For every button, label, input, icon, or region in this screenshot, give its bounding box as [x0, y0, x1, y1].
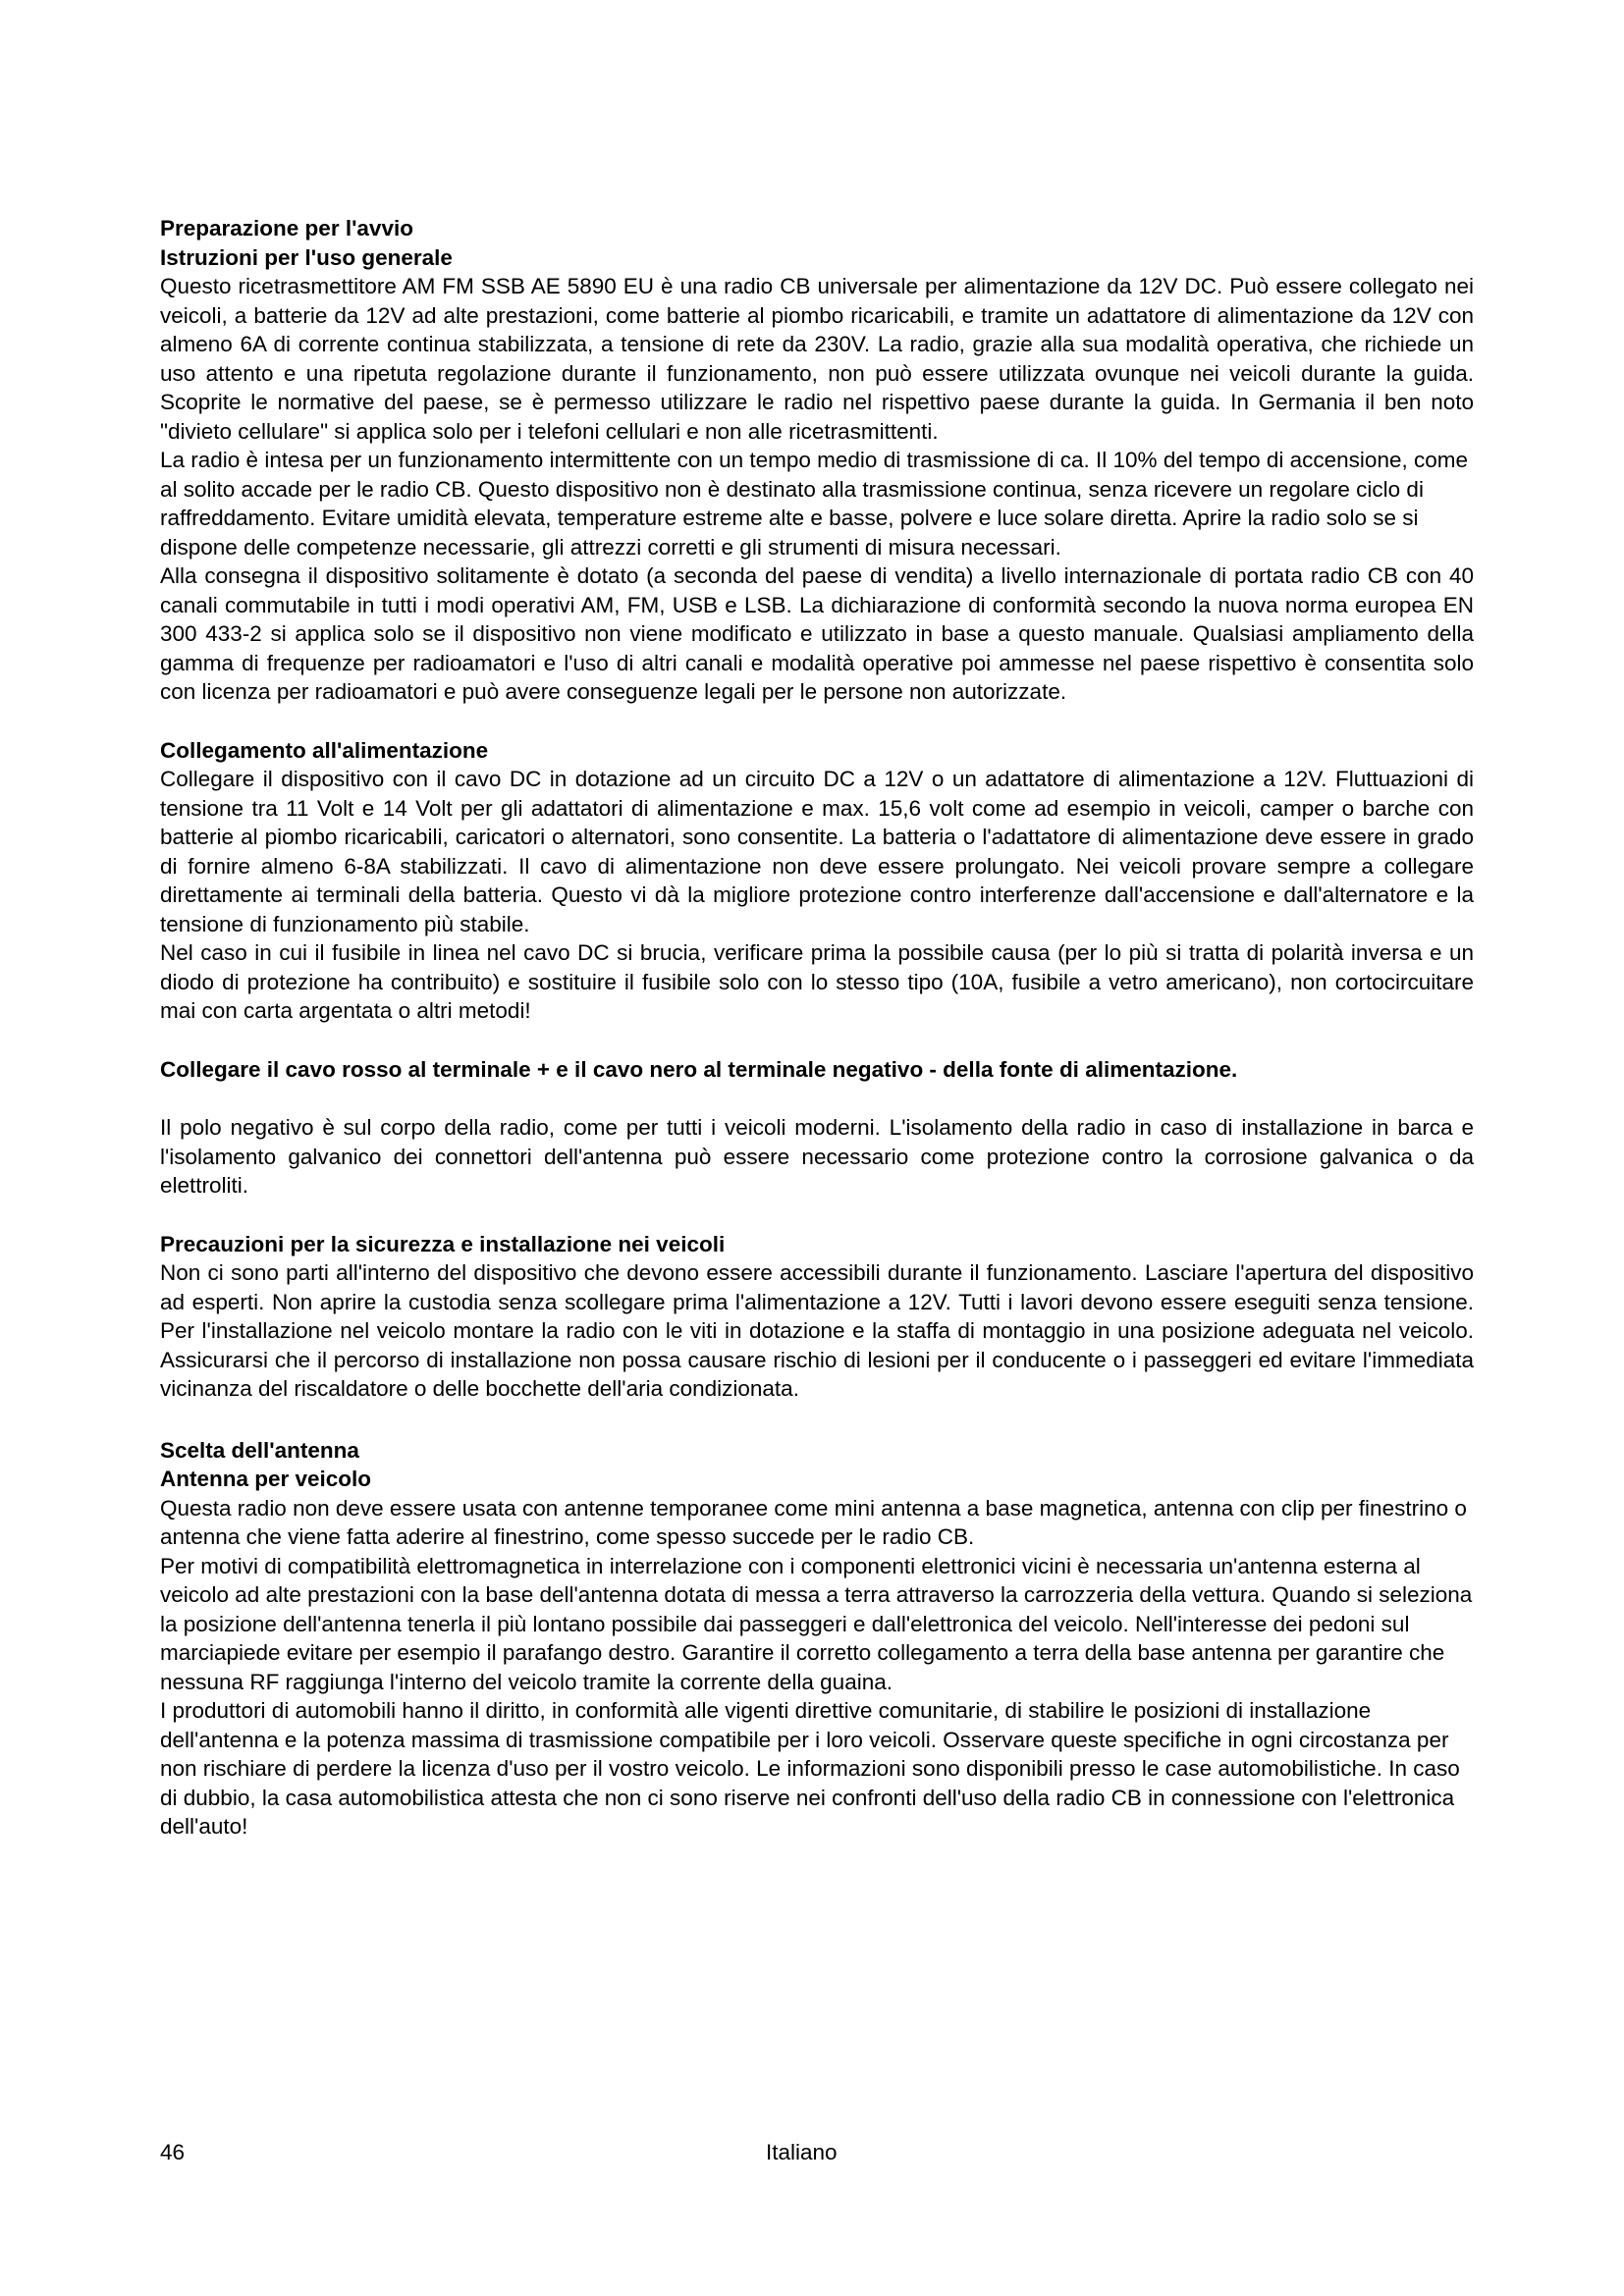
section-title: Collegamento all'alimentazione	[160, 737, 489, 763]
paragraph: La radio è intesa per un funzionamento intermittente con un tempo medio di trasmissione di ca. Il 10% del tempo di accensione, come al solito accade per le radio CB. Questo dispositivo non è destinato alla trasmissione continua, senza ricevere un regolare ciclo di raffreddamento. Evitare umidità elevata, temperature estreme alte e basse, polvere e luce solare diretta. Aprire la radio solo se si dispone delle competenze necessarie, gli attrezzi corretti e gli strumenti di misura necessari.	[160, 448, 1468, 560]
paragraph: Nel caso in cui il fusibile in linea nel cavo DC si brucia, verificare prima la possibile causa (per lo più si tratta di polarità inversa e un diodo di protezione ha contribuito) e sostituire il fusibile solo con lo stesso tipo (10A, fusibile a vetro americano), non cortocircuitare mai con carta argentata o altri metodi!	[160, 940, 1474, 1023]
section-title: Scelta dell'antenna	[160, 1437, 359, 1463]
section-safety	[160, 1230, 1474, 1404]
section-title: Preparazione per l'avvio	[160, 216, 413, 240]
paragraph: Questa radio non deve essere usata con antenne temporanee come mini antenna a base magnetica, antenna con clip per finestrino o antenna che viene fatta aderire al finestrino, come spesso succede per le radio CB.	[160, 1495, 1467, 1549]
section-subtitle: Antenna per veicolo	[160, 1467, 372, 1491]
paragraph: Questo ricetrasmettitore AM FM SSB AE 5890 EU è una radio CB universale per alimentazione da 12V DC. Può essere collegato nei veicoli, a batterie da 12V ad alte prestazioni, come batterie al piombo ricaricabili, e tramite un adattatore di alimentazione da 12V con almeno 6A di corrente continua stabilizzata, a tensione di rete da 230V. La radio, grazie alla sua modalità operativa, che richiede un uso attento e una ripetuta regolazione durante il funzionamento, non può essere utilizzata ovunque nei veicoli durante la guida. Scoprite le normative del paese, se è permesso utilizzare le radio nel rispettivo paese durante la guida. In Germania il ben noto "divieto cellulare" si applica solo per i telefoni cellulari e non alle ricetrasmittenti.	[160, 274, 1474, 444]
paragraph: Il polo negativo è sul corpo della radio, come per tutti i veicoli moderni. L'isolamento della radio in caso di installazione in barca e l'isolamento galvanico dei connettori dell'antenna può essere necessario come protezione contro la corrosione galvanica o da elettroliti.	[160, 1115, 1474, 1198]
section-preparation	[160, 214, 1474, 707]
section-subtitle: Istruzioni per l'uso generale	[160, 244, 453, 270]
document-page	[160, 214, 1474, 1842]
paragraph: I produttori di automobili hanno il diritto, in conformità alle vigenti direttive comunitarie, di stabilire le posizioni di installazione dell'antenna e la potenza massima di trasmissione compatibile per i loro veicoli. Osservare queste specifiche in ogni circostanza per non rischiare di perdere la licenza d'uso per il vostro veicolo. Le informazioni sono disponibili presso le case automobilistiche. In caso di dubbio, la casa automobilistica attesta che non ci sono riserve nei confronti dell'uso della radio CB in connessione con l'elettronica dell'auto!	[160, 1698, 1460, 1839]
section-antenna	[160, 1436, 1474, 1842]
polarity-warning: Collegare il cavo rosso al terminale + e il cavo nero al terminale negativo - della fonte di alimentazione.	[160, 1056, 1238, 1082]
paragraph: Collegare il dispositivo con il cavo DC in dotazione ad un circuito DC a 12V o un adattatore di alimentazione a 12V. Fluttuazioni di tensione tra 11 Volt e 14 Volt per gli adattatori di alimentazione e max. 15,6 volt come ad esempio in veicoli, camper o barche con batterie al piombo ricaricabili, caricatori o alternatori, sono consentite. La batteria o l'adattatore di alimentazione deve essere in grado di fornire almeno 6-8A stabilizzati. Il cavo di alimentazione non deve essere prolungato. Nei veicoli provare sempre a collegare direttamente ai terminali della batteria. Questo vi dà la migliore protezione contro interferenze dall'accensione e dall'alternatore e la tensione di funzionamento più stabile.	[160, 767, 1474, 936]
paragraph: Non ci sono parti all'interno del dispositivo che devono essere accessibili durante il funzionamento. Lasciare l'apertura del dispositivo ad esperti. Non aprire la custodia senza scollegare prima l'alimentazione a 12V. Tutti i lavori devono essere eseguiti senza tensione. Per l'installazione nel veicolo montare la radio con le viti in dotazione e la staffa di montaggio in una posizione adeguata nel veicolo. Assicurarsi che il percorso di installazione non possa causare rischio di lesioni per il conducente o i passeggeri ed evitare l'immediata vicinanza del riscaldatore o delle bocchette dell'aria condizionata.	[160, 1260, 1474, 1401]
section-power-connection	[160, 736, 1474, 1201]
footer-language: Italiano	[766, 2140, 838, 2164]
section-title: Precauzioni per la sicurezza e installazione nei veicoli	[160, 1231, 726, 1256]
page-number: 46	[160, 2140, 186, 2164]
paragraph: Per motivi di compatibilità elettromagnetica in interrelazione con i componenti elettronici vicini è necessaria un'antenna esterna al veicolo ad alte prestazioni con la base dell'antenna dotata di messa a terra attraverso la carrozzeria della vettura. Quando si seleziona la posizione dell'antenna tenerla il più lontano possibile dai passeggeri e dall'elettronica del veicolo. Nell'interesse dei pedoni sul marciapiede evitare per esempio il parafango destro. Garantire il corretto collegamento a terra della base antenna per garantire che nessuna RF raggiunga l'interno del veicolo tramite la corrente della guaina.	[160, 1553, 1473, 1694]
paragraph: Alla consegna il dispositivo solitamente è dotato (a seconda del paese di vendita) a livello internazionale di portata radio CB con 40 canali commutabile in tutti i modi operativi AM, FM, USB e LSB. La dichiarazione di conformità secondo la nuova norma europea EN 300 433-2 si applica solo se il dispositivo non viene modificato e utilizzato in base a questo manuale. Qualsiasi ampliamento della gamma di frequenze per radioamatori e l'uso di altri canali e modalità operative poi ammesse nel paese rispettivo è consentita solo con licenza per radioamatori e può avere conseguenze legali per le persone non autorizzate.	[160, 563, 1474, 704]
